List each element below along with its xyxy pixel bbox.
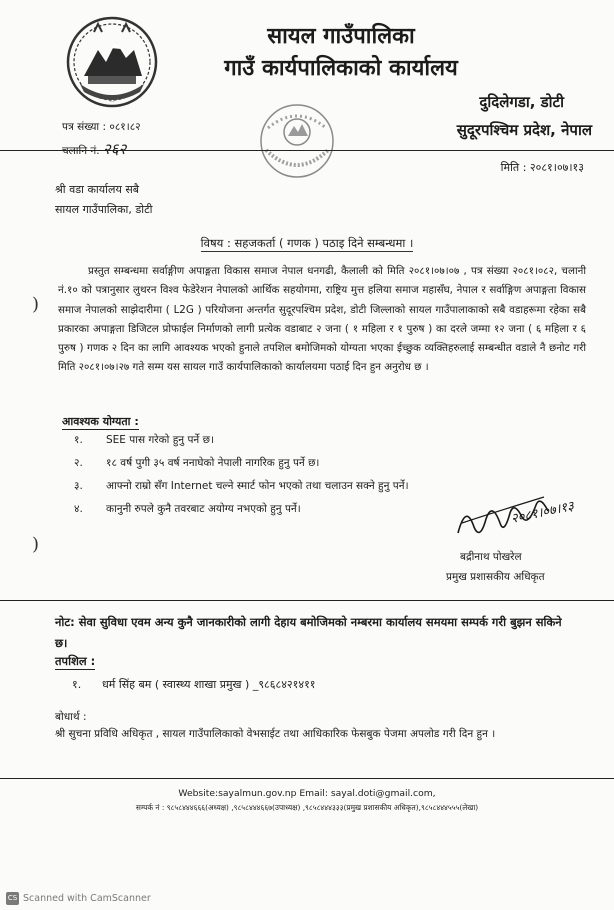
signatory-name: बद्रीनाथ पोखरेल bbox=[460, 551, 522, 563]
eligibility-item: १. SEE पास गरेको हुनु पर्ने छ। bbox=[74, 434, 214, 446]
subject-text: विषय : सहजकर्ता ( गणक ) पठाइ दिने सम्बन्धमा । bbox=[200, 236, 414, 250]
address-line2: सुदूरपश्चिम प्रदेश, नेपाल bbox=[456, 121, 592, 139]
signature-date: २०८१।०७।१३ bbox=[509, 498, 576, 527]
note-text: नोट: सेवा सुविधा एवम अन्य कुनै जानकारीको लागी देहाय बमोजिमको नम्बरमा कार्यालय समयमा सम्पर्क गरी बुझन सकिने छ। bbox=[55, 615, 562, 650]
body-paragraph: प्रस्तुत सम्बन्धमा सर्वाङ्गीण अपाङ्गता विकास समाज नेपाल धनगढी, कैलाली को मिति २०८१।०७।०७ , पत्र संख्या २०८१।०८२, चलानी नं.१० को पत्रानुसार लुथरन विश्व फेडेरेशन नेपालको आर्थिक सहयोगमा, राष्ट्रिय मुत्त हलिया समाज महासँघ, नेपाल र सर्वाङ्गिण अपाङ्गता विकास समाज नेपालको साझेदारीमा ( L2G ) परियोजना अन्तर्गत सुदूरपश्चिम प्रदेश, डोटी जिल्लाको सायल गाउँपालाकाको सबै वडाहरूमा रहेका सबै प्रकारका अपाङ्गता डिजिटल प्रोफाईल निर्माणको लागी प्रत्येक वडाबाट २ जना ( १ महिला र १ पुरुष ) का दरले जम्मा १२ जना ( ६ महिला र ६ पुरुष ) गणक २ दिन का लागि आवश्यक भएको हुनाले तपशिल बमोजिमको योग्यता भएका ईच्छुक व्यक्तिहरुलाई सम्बन्धीत वडाले नै छनोट गरी मिति २०८१।०७।२७ गते सम्म यस सायल गाउँ कार्यपालिकाको कार्यालयमा पठाई दिन हुन अनुरोध छ । bbox=[58, 265, 586, 374]
note-divider bbox=[0, 600, 614, 601]
handwritten-signature bbox=[452, 483, 592, 545]
tapsil-item: १. धर्म सिंह बम ( स्वास्थ्य शाखा प्रमुख ) _९८६८४२१४११ bbox=[72, 678, 316, 691]
dispatch-label: चलानि नं. bbox=[62, 145, 100, 157]
bodharth-text: श्री सुचना प्रविधि अधिकृत , सायल गाउँपालिकाको वेभसाईट तथा आधिकारिक फेसबुक पेजमा अपलोड गरी दिन हुन । bbox=[55, 728, 496, 740]
footer-divider bbox=[0, 778, 614, 779]
footer-web-email: Website:sayalmun.gov.np Email: sayal.doti@gmail.com, bbox=[178, 788, 436, 799]
eligibility-item: २. १८ वर्ष पुगी ३५ वर्ष ननाघेको नेपाली नागरिक हुनु पर्ने छ। bbox=[74, 457, 320, 469]
svg-text:...: ... bbox=[109, 98, 115, 104]
letter-date: मिति : २०८१।०७।१३ bbox=[500, 161, 584, 174]
signatory-title: प्रमुख प्रशासकीय अधिकृत bbox=[446, 571, 545, 583]
address-line1: दुदिलेगडा, डोटी bbox=[479, 93, 564, 111]
subject-line bbox=[0, 236, 614, 251]
bodharth-label: बोधार्थ : bbox=[55, 711, 87, 723]
eligibility-item: ३. आफ्नो राम्रो सँग Internet चल्ने स्मार्ट फोन भएको तथा चलाउन सक्ने हुनु पर्ने। bbox=[74, 480, 409, 492]
margin-hole-mark: ) bbox=[32, 534, 40, 555]
recipient-line1: श्री वडा कार्यालय सबै bbox=[55, 183, 140, 196]
recipient-line2: सायल गाउँपालिका, डोटी bbox=[55, 203, 153, 216]
dispatch-number bbox=[62, 139, 126, 159]
office-seal-stamp bbox=[256, 100, 338, 182]
footer-phones: सम्पर्क नं : ९८५८४४४६६६(अध्यक्ष) ,९८५८४४४६६७(उपाध्यक्ष) ,९८५८४४४३३३(प्रमुख प्रशासकीय अधिकृत),९८५८४४४५५५(लेखा) bbox=[135, 803, 479, 812]
nepal-emblem-logo bbox=[64, 14, 160, 110]
camscanner-logo-icon: CS bbox=[6, 892, 19, 905]
camscanner-watermark: CS Scanned with CamScanner bbox=[7, 893, 151, 904]
letter-number: पत्र संख्या : ०८१।८२ bbox=[62, 121, 141, 133]
dispatch-number-handwritten: २६२ bbox=[102, 140, 127, 158]
org-title-line2: गाउँ कार्यपालिकाको कार्यालय bbox=[224, 56, 458, 81]
margin-hole-mark: ) bbox=[32, 294, 40, 315]
eligibility-title: आवश्यक योग्यता : bbox=[62, 415, 139, 428]
tapsil-title: तपशिल : bbox=[55, 654, 96, 668]
org-title-line1: सायल गाउँपालिका bbox=[267, 24, 415, 49]
header-divider bbox=[0, 150, 614, 151]
eligibility-item: ४. कानुनी रुपले कुनै तवरबाट अयोग्य नभएको हुनु पर्ने। bbox=[74, 503, 301, 515]
